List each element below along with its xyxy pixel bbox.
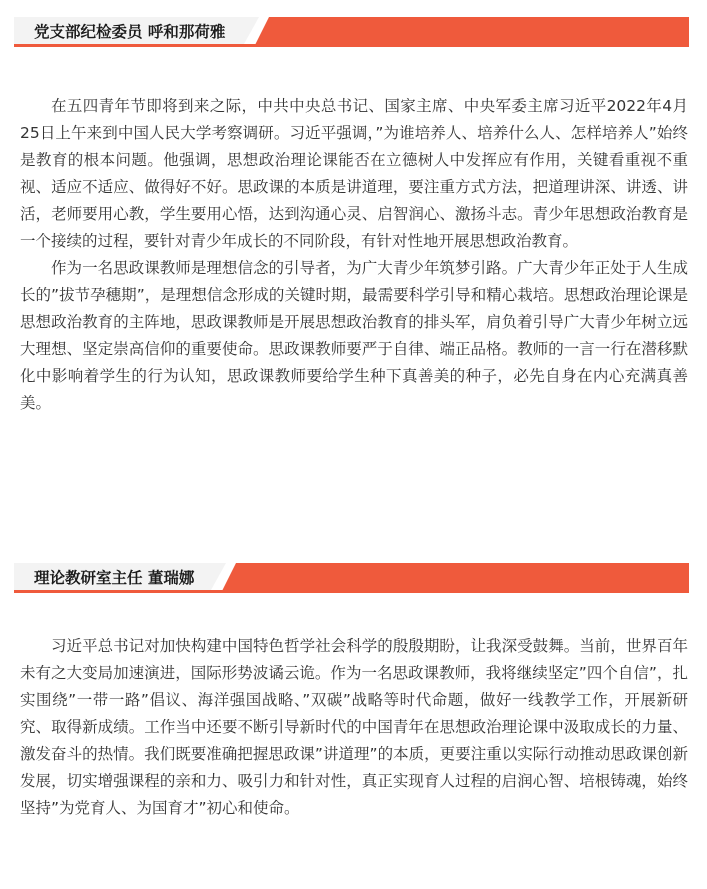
section-title: 理论教研室主任 董瑞娜 bbox=[34, 569, 195, 587]
paragraph: 在五四青年节即将到来之际，中共中央总书记、国家主席、中央军委主席习近平2022年4月25日上午来到中国人民大学考察调研。习近平强调，”为谁培养人、培养什么人、怎样培养人”始终是教育的根本问题。他强调，思想政治理论课能否在立德树人中发挥应有作用，关键看重视不重视、适应不适应、做得好不好。思政课的本质是讲道理，要注重方式方法，把道理讲深、讲透、讲活，老师要用心教，学生要用心悟，达到沟通心灵、启智润心、激扬斗志。青少年思想政治教育是一个接续的过程，要针对青少年成长的不同阶段，有针对性地开展思想政治教育。 bbox=[20, 97, 688, 250]
section-body-1 bbox=[20, 93, 688, 417]
paragraph: 习近平总书记对加快构建中国特色哲学社会科学的殷殷期盼，让我深受鼓舞。当前，世界百年未有之大变局加速演进，国际形势波谲云诡。作为一名思政课教师，我将继续坚定”四个自信”，扎实围绕”一带一路”倡议、海洋强国战略、”双碳”战略等时代命题，做好一线教学工作，开展新研究、取得新成绩。工作当中还要不断引导新时代的中国青年在思想政治理论课中汲取成长的力量、激发奋斗的热情。我们既要准确把握思政课”讲道理”的本质，更要注重以实际行动推动思政课创新发展，切实增强课程的亲和力、吸引力和针对性，真正实现育人过程的启润心智、培根铸魂，始终坚持”为党育人、为国育才”初心和使命。 bbox=[20, 637, 688, 817]
section-title: 党支部纪检委员 呼和那荷雅 bbox=[34, 23, 226, 41]
section-header-2 bbox=[14, 563, 689, 593]
section-body-2 bbox=[20, 633, 688, 822]
section-header-1 bbox=[14, 17, 689, 47]
paragraph: 作为一名思政课教师是理想信念的引导者，为广大青少年筑梦引路。广大青少年正处于人生成长的”拔节孕穗期”，是理想信念形成的关键时期，最需要科学引导和精心栽培。思想政治理论课是思想政治教育的主阵地，思政课教师是开展思想政治教育的排头军，肩负着引导广大青少年树立远大理想、坚定崇高信仰的重要使命。思政课教师要严于自律、端正品格。教师的一言一行在潜移默化中影响着学生的行为认知，思政课教师要给学生种下真善美的种子，必先自身在内心充满真善美。 bbox=[20, 259, 688, 412]
